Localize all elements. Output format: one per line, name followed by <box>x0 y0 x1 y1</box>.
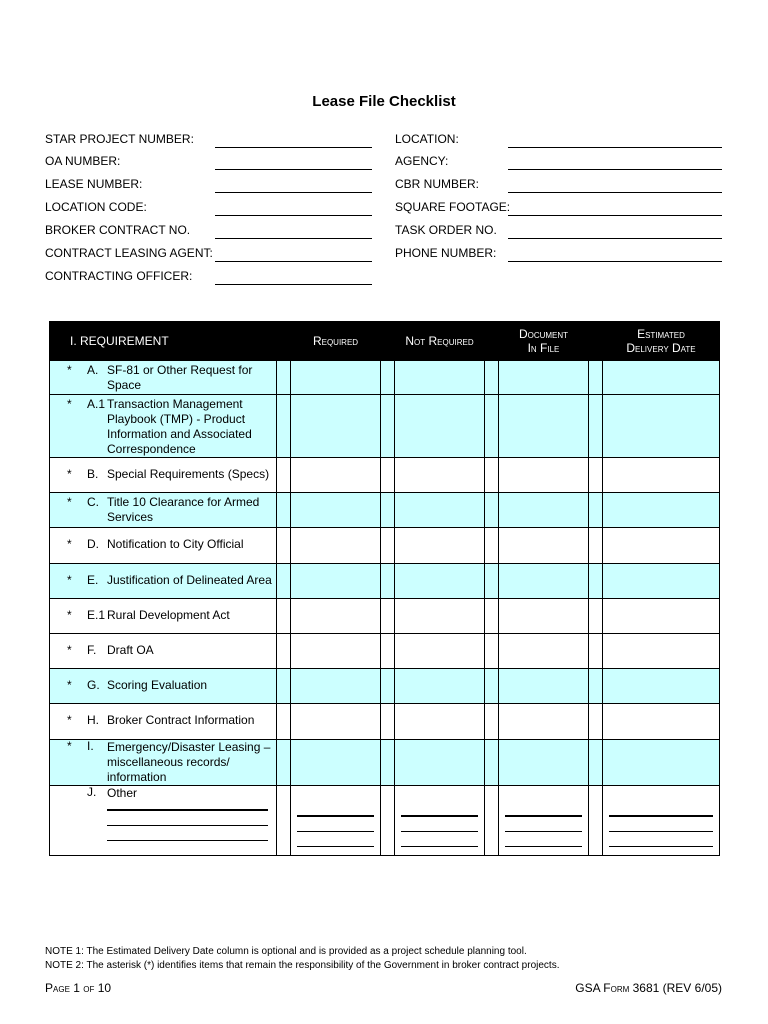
required-cell[interactable] <box>291 634 381 669</box>
required-cell[interactable] <box>291 528 381 564</box>
required-cell[interactable] <box>291 669 381 704</box>
header-document-line2: In File <box>527 341 560 355</box>
requirement-code: C. <box>87 495 99 509</box>
entry-line[interactable] <box>297 817 374 832</box>
requirement-code: F. <box>87 642 97 657</box>
spacer-cell <box>589 669 603 704</box>
not-required-cell[interactable] <box>395 704 485 740</box>
spacer-cell <box>277 634 291 669</box>
field-label: LEASE NUMBER: <box>45 177 143 191</box>
field-label: TASK ORDER NO. <box>395 223 497 237</box>
field-lease-number[interactable] <box>45 175 375 195</box>
spacer-cell <box>485 395 499 458</box>
estimated-delivery-cell[interactable] <box>603 493 720 528</box>
document-in-file-cell[interactable] <box>499 740 589 786</box>
asterisk-mark: * <box>67 713 72 727</box>
document-in-file-cell[interactable] <box>499 458 589 493</box>
not-required-cell[interactable] <box>395 634 485 669</box>
spacer-cell <box>277 564 291 599</box>
field-task-order-no[interactable] <box>395 221 725 241</box>
required-cell[interactable] <box>291 740 381 786</box>
other-entry-lines[interactable] <box>107 801 268 841</box>
field-line[interactable] <box>508 169 722 170</box>
entry-line[interactable] <box>505 801 582 817</box>
requirement-cell <box>50 786 277 856</box>
spacer-cell <box>381 740 395 786</box>
requirement-code: A. <box>87 363 99 377</box>
spacer-cell <box>381 634 395 669</box>
required-cell[interactable] <box>291 361 381 395</box>
estimated-delivery-cell[interactable] <box>603 564 720 599</box>
not-required-cell[interactable] <box>395 599 485 634</box>
requirement-code: G. <box>87 677 100 692</box>
asterisk-mark: * <box>67 642 72 657</box>
field-line[interactable] <box>215 238 372 239</box>
not-required-cell[interactable] <box>395 458 485 493</box>
requirement-code: D. <box>87 537 99 551</box>
field-line[interactable] <box>215 192 372 193</box>
field-line[interactable] <box>508 215 722 216</box>
page-label: Page <box>45 981 70 995</box>
document-in-file-cell[interactable] <box>499 528 589 564</box>
requirement-code: H. <box>87 713 99 727</box>
required-cell[interactable] <box>291 564 381 599</box>
form-prefix: GSA <box>575 981 600 995</box>
table-row <box>50 528 720 564</box>
field-line[interactable] <box>215 261 372 262</box>
table-row <box>50 669 720 704</box>
field-phone-number[interactable] <box>395 244 725 264</box>
spacer-cell <box>381 786 395 856</box>
asterisk-mark: * <box>67 397 72 411</box>
required-cell[interactable] <box>291 395 381 458</box>
field-label: CBR NUMBER: <box>395 177 480 191</box>
field-label: AGENCY: <box>395 154 449 168</box>
spacer-cell <box>277 740 291 786</box>
spacer-cell <box>277 669 291 704</box>
requirement-cell <box>50 634 277 669</box>
asterisk-mark: * <box>67 572 72 587</box>
requirement-text: Scoring Evaluation <box>107 677 208 692</box>
requirement-cell <box>50 528 277 564</box>
header-spacer <box>277 322 291 361</box>
spacer-cell <box>381 704 395 740</box>
field-contract-leasing-agent[interactable] <box>45 244 375 264</box>
requirement-text: Emergency/Disaster Leasing – miscellaneous records/ information <box>107 740 271 784</box>
header-estimated-delivery-date <box>603 322 720 361</box>
field-line[interactable] <box>508 147 722 148</box>
spacer-cell <box>589 786 603 856</box>
field-label: STAR PROJECT NUMBER: <box>45 132 194 146</box>
field-line[interactable] <box>215 147 372 148</box>
header-spacer <box>381 322 395 361</box>
requirement-text: Other <box>107 786 138 800</box>
document-in-file-cell[interactable] <box>499 493 589 528</box>
field-star-project-number[interactable] <box>45 130 375 150</box>
field-label: CONTRACT LEASING AGENT: <box>45 246 213 260</box>
field-location-code[interactable] <box>45 198 375 218</box>
spacer-cell <box>381 669 395 704</box>
requirement-text: Broker Contract Information <box>107 713 255 727</box>
spacer-cell <box>277 361 291 395</box>
not-required-cell[interactable] <box>395 395 485 458</box>
document-in-file-cell[interactable] <box>499 564 589 599</box>
requirement-cell <box>50 395 277 458</box>
estimated-delivery-cell[interactable] <box>603 528 720 564</box>
requirement-cell <box>50 493 277 528</box>
spacer-cell <box>589 704 603 740</box>
page-number <box>45 981 111 995</box>
requirement-code: E.1 <box>87 607 106 622</box>
not-required-cell[interactable] <box>395 528 485 564</box>
spacer-cell <box>381 458 395 493</box>
requirement-code: I. <box>87 739 94 753</box>
table-row <box>50 740 720 786</box>
header-requirement: I. REQUIREMENT <box>50 322 277 361</box>
header-estimated-line2: Delivery Date <box>626 341 696 355</box>
header-document-line1: Document <box>518 327 569 341</box>
requirement-text: Transaction Management Playbook (TMP) - Product Information and Associated Correspondence <box>107 397 252 456</box>
asterisk-mark: * <box>67 363 72 377</box>
field-line[interactable] <box>508 192 722 193</box>
spacer-cell <box>589 599 603 634</box>
entry-line[interactable] <box>401 832 478 847</box>
field-broker-contract-no[interactable] <box>45 221 375 241</box>
header-spacer <box>485 322 499 361</box>
required-cell[interactable] <box>291 599 381 634</box>
field-agency[interactable] <box>395 152 725 172</box>
field-label: LOCATION CODE: <box>45 200 147 214</box>
spacer-cell <box>381 361 395 395</box>
estimated-delivery-cell[interactable] <box>603 740 720 786</box>
field-label: OA NUMBER: <box>45 154 121 168</box>
spacer-cell <box>485 599 499 634</box>
document-in-file-cell[interactable] <box>499 704 589 740</box>
entry-line[interactable] <box>297 832 374 847</box>
header-not-required: Not Required <box>395 322 485 361</box>
spacer-cell <box>589 458 603 493</box>
spacer-cell <box>485 361 499 395</box>
table-row <box>50 361 720 395</box>
spacer-cell <box>589 564 603 599</box>
requirement-code: E. <box>87 572 99 587</box>
estimated-delivery-cell[interactable] <box>603 669 720 704</box>
spacer-cell <box>589 361 603 395</box>
spacer-cell <box>485 740 499 786</box>
entry-line[interactable] <box>609 801 713 817</box>
spacer-cell <box>381 493 395 528</box>
spacer-cell <box>277 395 291 458</box>
spacer-cell <box>381 528 395 564</box>
note-2: NOTE 2: The asterisk (*) identifies items that remain the responsibility of the Government in broker contract projects. <box>45 960 560 971</box>
requirement-cell <box>50 564 277 599</box>
spacer-cell <box>589 740 603 786</box>
entry-line[interactable] <box>609 832 713 847</box>
form-word: Form <box>603 981 630 995</box>
not-required-cell[interactable] <box>395 361 485 395</box>
required-cell[interactable] <box>291 704 381 740</box>
note-1: NOTE 1: The Estimated Delivery Date column is optional and is provided as a project schedule planning tool. <box>45 946 527 957</box>
spacer-cell <box>277 599 291 634</box>
table-row <box>50 564 720 599</box>
spacer-cell <box>381 599 395 634</box>
requirement-text: Notification to City Official <box>107 537 244 551</box>
spacer-cell <box>485 704 499 740</box>
field-oa-number[interactable] <box>45 152 375 172</box>
requirements-table <box>49 321 720 856</box>
table-row <box>50 395 720 458</box>
document-in-file-cell[interactable] <box>499 395 589 458</box>
table-header-row <box>50 322 720 361</box>
requirement-code: J. <box>87 785 97 799</box>
spacer-cell <box>277 704 291 740</box>
asterisk-mark: * <box>67 537 72 551</box>
requirement-cell <box>50 361 277 395</box>
field-line[interactable] <box>215 284 372 285</box>
table-row <box>50 786 720 856</box>
header-estimated-line1: Estimated <box>637 327 685 341</box>
form-identifier <box>575 981 722 995</box>
estimated-delivery-cell[interactable] <box>603 786 720 856</box>
requirement-text: Title 10 Clearance for Armed Services <box>107 495 260 524</box>
document-in-file-cell[interactable] <box>499 669 589 704</box>
page-total: 10 <box>97 981 112 995</box>
spacer-cell <box>589 634 603 669</box>
requirement-cell <box>50 704 277 740</box>
estimated-delivery-cell[interactable] <box>603 458 720 493</box>
field-label: CONTRACTING OFFICER: <box>45 269 193 283</box>
field-square-footage[interactable] <box>395 198 725 218</box>
document-in-file-cell[interactable] <box>499 634 589 669</box>
asterisk-mark: * <box>67 466 72 481</box>
field-line[interactable] <box>215 169 372 170</box>
required-cell[interactable] <box>291 786 381 856</box>
not-required-cell[interactable] <box>395 740 485 786</box>
spacer-cell <box>589 493 603 528</box>
table-row <box>50 599 720 634</box>
table-row <box>50 634 720 669</box>
requirement-cell <box>50 740 277 786</box>
spacer-cell <box>485 493 499 528</box>
field-line[interactable] <box>215 215 372 216</box>
requirement-cell <box>50 599 277 634</box>
estimated-delivery-cell[interactable] <box>603 361 720 395</box>
document-in-file-cell[interactable] <box>499 786 589 856</box>
asterisk-mark: * <box>67 677 72 692</box>
table-row <box>50 458 720 493</box>
field-label: PHONE NUMBER: <box>395 246 497 260</box>
header-document-in-file <box>499 322 589 361</box>
not-required-cell[interactable] <box>395 493 485 528</box>
estimated-delivery-cell[interactable] <box>603 599 720 634</box>
spacer-cell <box>485 669 499 704</box>
other-entry-line[interactable] <box>107 811 268 826</box>
required-cell[interactable] <box>291 493 381 528</box>
document-in-file-cell[interactable] <box>499 361 589 395</box>
spacer-cell <box>485 564 499 599</box>
spacer-cell <box>277 786 291 856</box>
asterisk-mark: * <box>67 739 72 753</box>
requirement-text: Draft OA <box>107 642 154 657</box>
requirement-cell <box>50 458 277 493</box>
spacer-cell <box>485 786 499 856</box>
requirement-text: Special Requirements (Specs) <box>107 466 270 481</box>
spacer-cell <box>277 528 291 564</box>
page-title: Lease File Checklist <box>312 93 456 110</box>
field-contracting-officer[interactable] <box>45 267 375 287</box>
other-entry-line[interactable] <box>107 801 268 811</box>
field-location[interactable] <box>395 130 725 150</box>
spacer-cell <box>485 458 499 493</box>
entry-line[interactable] <box>505 832 582 847</box>
spacer-cell <box>485 634 499 669</box>
field-label: SQUARE FOOTAGE: <box>395 200 511 214</box>
asterisk-mark: * <box>67 607 72 622</box>
requirement-text: SF-81 or Other Request for Space <box>107 363 253 392</box>
header-spacer <box>589 322 603 361</box>
page-of-label: of <box>83 981 95 995</box>
page-current: 1 <box>73 981 80 995</box>
form-id: 3681 (REV 6/05) <box>632 981 722 995</box>
entry-line[interactable] <box>609 817 713 832</box>
not-required-cell[interactable] <box>395 564 485 599</box>
spacer-cell <box>589 395 603 458</box>
not-required-cell[interactable] <box>395 669 485 704</box>
spacer-cell <box>277 458 291 493</box>
entry-line[interactable] <box>297 801 374 817</box>
header-required: Required <box>291 322 381 361</box>
requirement-code: B. <box>87 466 99 481</box>
spacer-cell <box>589 528 603 564</box>
document-in-file-cell[interactable] <box>499 599 589 634</box>
estimated-delivery-cell[interactable] <box>603 395 720 458</box>
entry-line[interactable] <box>401 801 478 817</box>
requirement-text: Rural Development Act <box>107 607 230 622</box>
field-label: LOCATION: <box>395 132 459 146</box>
estimated-delivery-cell[interactable] <box>603 704 720 740</box>
field-line[interactable] <box>508 261 722 262</box>
entry-line[interactable] <box>401 817 478 832</box>
requirement-cell <box>50 669 277 704</box>
asterisk-mark: * <box>67 495 72 509</box>
not-required-cell[interactable] <box>395 786 485 856</box>
entry-line[interactable] <box>505 817 582 832</box>
table-row <box>50 704 720 740</box>
spacer-cell <box>381 395 395 458</box>
field-label: BROKER CONTRACT NO. <box>45 223 191 237</box>
field-line[interactable] <box>508 238 722 239</box>
requirement-code: A.1 <box>87 397 106 411</box>
spacer-cell <box>277 493 291 528</box>
table-row <box>50 493 720 528</box>
spacer-cell <box>485 528 499 564</box>
estimated-delivery-cell[interactable] <box>603 634 720 669</box>
requirement-text: Justification of Delineated Area <box>107 572 272 587</box>
field-cbr-number[interactable] <box>395 175 725 195</box>
spacer-cell <box>381 564 395 599</box>
required-cell[interactable] <box>291 458 381 493</box>
other-entry-line[interactable] <box>107 826 268 841</box>
